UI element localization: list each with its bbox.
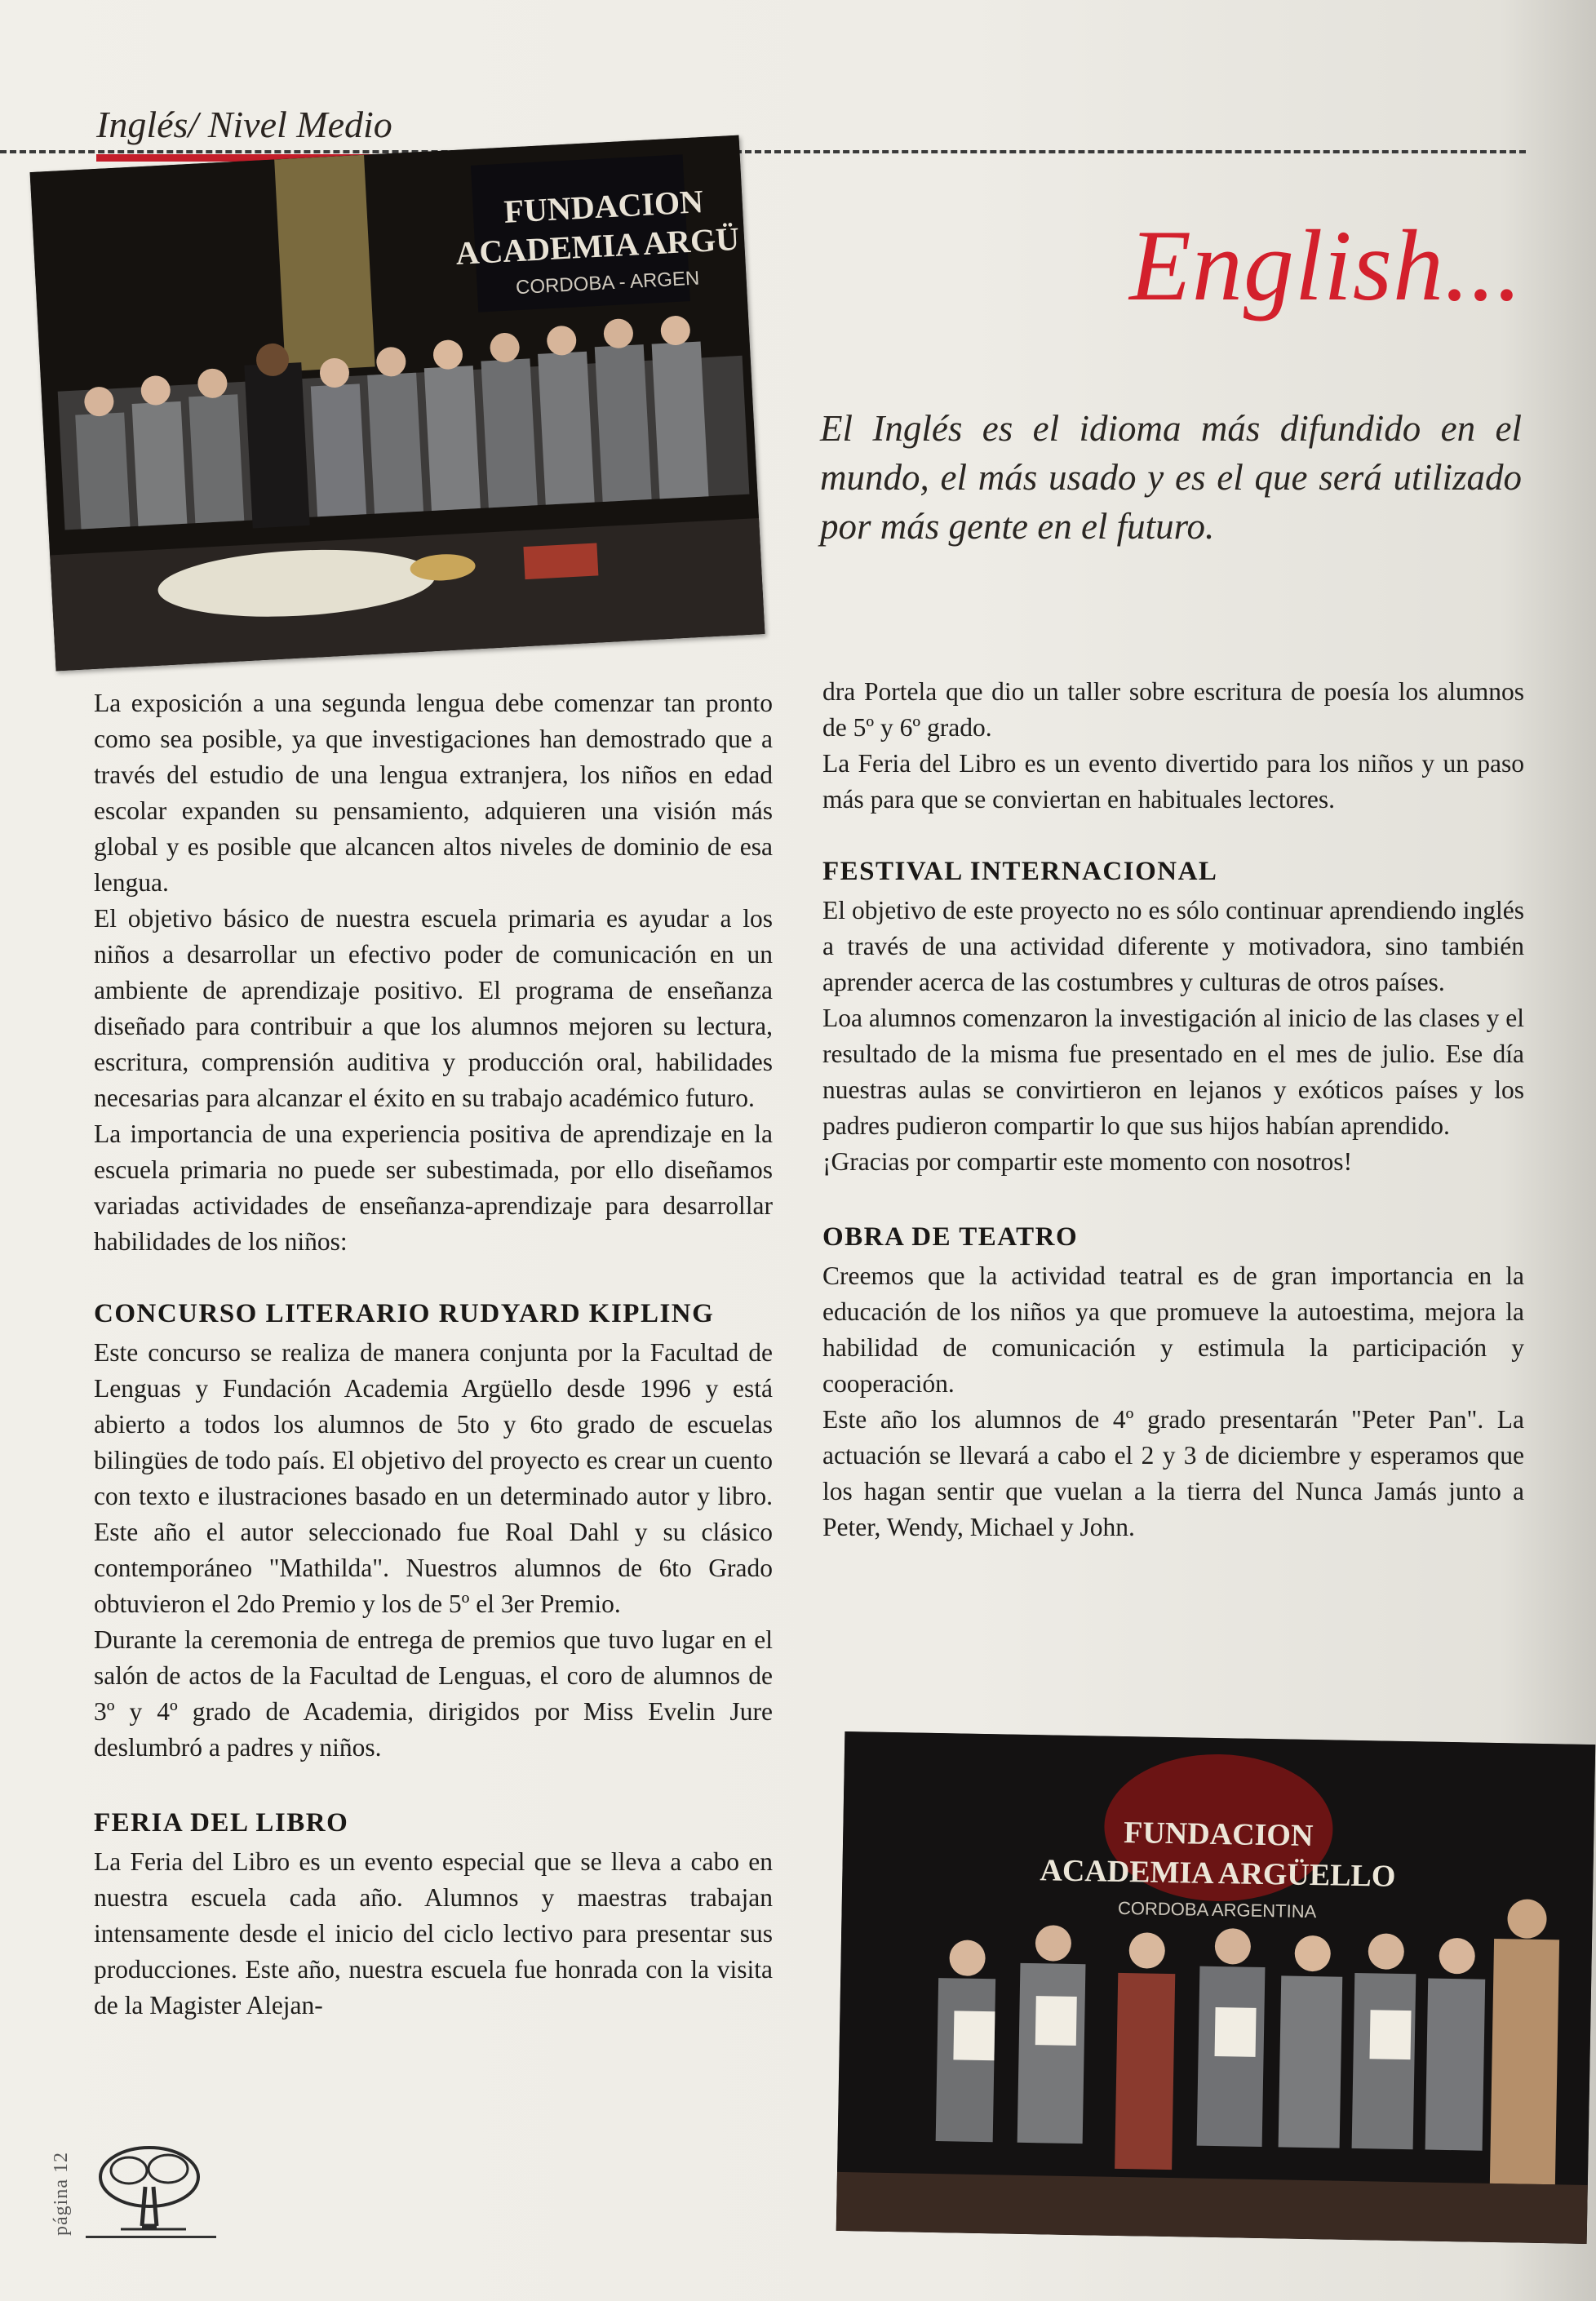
- section-title: Inglés/ Nivel Medio: [96, 103, 392, 162]
- heading-kipling: CONCURSO LITERARIO RUDYARD KIPLING: [94, 1299, 715, 1328]
- paragraph: La importancia de una experiencia positiva de aprendizaje en la escuela primaria no puede ser subestimada, por ello diseñamos variadas actividades de enseñanza-aprendizaje para desarrollar habilidades de los niños:: [94, 1119, 773, 1256]
- tree-icon: [88, 2138, 211, 2236]
- left-column: [94, 685, 773, 2024]
- paragraph: El objetivo básico de nuestra escuela primaria es ayudar a los niños a desarrollar un efectivo poder de comunicación en un ambiente de aprendizaje positivo. El programa de enseñanza diseñado para contribuir a que los alumnos mejoren su lectura, escritura, comprensión auditiva y producción oral, habilidades necesarias para alcanzar el éxito en su trabajo académico futuro.: [94, 904, 773, 1112]
- awards-photo-image: [836, 1731, 1596, 2244]
- choir-photo: [30, 135, 765, 672]
- page-headline: English...: [1129, 210, 1523, 321]
- heading-feria: FERIA DEL LIBRO: [94, 1808, 349, 1838]
- intro-text: El Inglés es el idioma más difundido en el mundo, el más usado y es el que será utilizado por más gente en el futuro.: [820, 408, 1522, 547]
- paragraph: La Feria del Libro es un evento especial que se lleva a cabo en nuestra escuela cada año. Alumnos y maestras trabajan intensamente desde el inicio del ciclo lectivo para presentar sus producciones. Este año, nuestra escuela fue honrada con la visita de la Magister Alejan-: [94, 1847, 773, 2019]
- paragraph: dra Portela que dio un taller sobre escritura de poesía los alumnos de 5º y 6º grado.: [822, 677, 1524, 742]
- paragraph: La Feria del Libro es un evento divertido para los niños y un paso más para que se conviertan en habituales lectores.: [822, 749, 1524, 814]
- banner-line-1: FUNDACION: [503, 183, 704, 230]
- banner-line-3: CORDOBA - ARGEN: [515, 267, 700, 299]
- banner-line-2: ACADEMIA ARGÜ: [454, 219, 741, 272]
- paragraph: Este concurso se realiza de manera conjunta por la Facultad de Lenguas y Fundación Academia Argüello desde 1996 y está abierto a todos los alumnos de 5to y 6to grado de escuelas bilingües de todo país. El objetivo del proyecto es crear un cuento con texto e ilustraciones basado en un determinado autor y libro. Este año el autor seleccionado fue Roal Dahl y su clásico contemporáneo "Mathilda". Nuestros alumnos de 6to Grado obtuvieron el 2do Premio y los de 5º el 3er Premio.: [94, 1338, 773, 1618]
- heading-festival: FESTIVAL INTERNACIONAL: [822, 857, 1218, 886]
- choir-photo-image: [30, 135, 765, 672]
- page-number: página 12: [51, 2152, 72, 2236]
- banner-line-2: ACADEMIA ARGÜELLO: [1040, 1853, 1396, 1894]
- section-header: [0, 96, 1534, 162]
- paragraph: ¡Gracias por compartir este momento con nosotros!: [822, 1147, 1353, 1176]
- paragraph: Loa alumnos comenzaron la investigación al inicio de las clases y el resultado de la misma fue presentado en el mes de julio. Ese día nuestras aulas se convirtieron en lejanos y exóticos países y los padres pudieron compartir lo que sus hijos habían aprendido.: [822, 1004, 1524, 1140]
- right-column: [822, 674, 1524, 1545]
- paragraph: Este año los alumnos de 4º grado presentarán "Peter Pan". La actuación se llevará a cabo el 2 y 3 de diciembre y esperamos que los hagan sentir que vuelan a la tierra del Nunca Jamás junto a Peter, Wendy, Michael y John.: [822, 1405, 1524, 1541]
- banner-line-3: CORDOBA ARGENTINA: [1117, 1897, 1317, 1922]
- banner-line-1: FUNDACION: [1123, 1816, 1314, 1854]
- paragraph: Durante la ceremonia de entrega de premios que tuvo lugar en el salón de actos de la Facultad de Lenguas, el coro de alumnos de 3º y 4º grado de Academia, dirigidos por Miss Evelin Jure deslumbró a padres y niños.: [94, 1625, 773, 1762]
- tree-logo: [88, 2138, 211, 2236]
- paragraph: Creemos que la actividad teatral es de gran importancia en la educación de los niños ya que promueve la autoestima, mejora la habilidad de comunicación y estimula la participación y cooperación.: [822, 1261, 1524, 1398]
- footer-rule: [86, 2236, 216, 2238]
- awards-photo: [836, 1731, 1596, 2244]
- heading-teatro: OBRA DE TEATRO: [822, 1222, 1079, 1252]
- paragraph: El objetivo de este proyecto no es sólo continuar aprendiendo inglés a través de una actividad diferente y motivadora, sino también aprender acerca de las costumbres y culturas de otros países.: [822, 896, 1524, 996]
- paragraph: La exposición a una segunda lengua debe comenzar tan pronto como sea posible, ya que investigaciones han demostrado que a través del estudio de una lengua extranjera, los niños en edad escolar expanden su pensamiento, adquieren una visión más global y es posible que alcancen altos niveles de dominio de esa lengua.: [94, 689, 773, 897]
